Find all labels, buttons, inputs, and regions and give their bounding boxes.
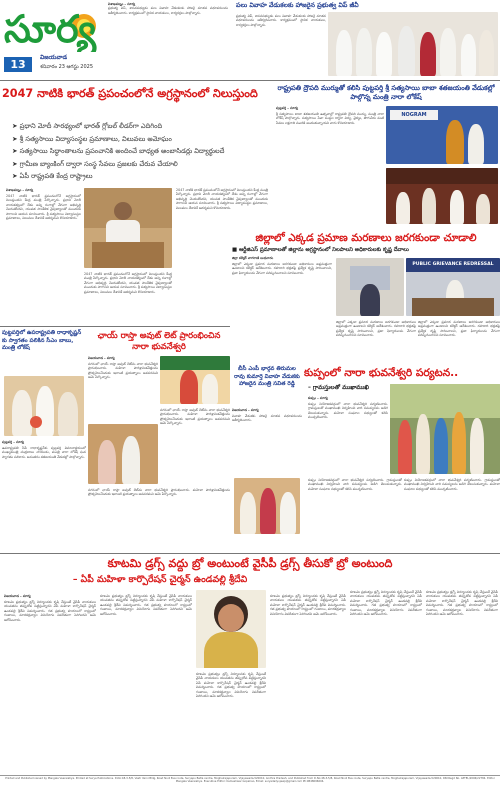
main-story-dateline: విశాఖపట్నం – సూర్య: [6, 188, 34, 192]
right-story-photo-2: [386, 168, 498, 224]
wedding-story-body: వివాహ వేడుకకు హాజరై నూతన వధూవరులను ఆశీర్వదించారు.: [232, 414, 302, 423]
masthead-article-text: [108, 2, 228, 74]
masthead-dateline: విశాఖపట్నం – సూర్య: [108, 2, 136, 6]
main-story-bullets: [12, 120, 268, 183]
top-story-photo: [328, 12, 498, 76]
main-story-headline: 2047 నాటికి భారత్ ప్రపంచంలోనే అగ్రస్థానంలో నిలుస్తుంది: [2, 87, 258, 100]
right-story-headline: రాష్ట్రపతి ద్రౌపది ముర్ముతో కలిసి పుట్టపర్తి శ్రీ సత్యసాయి బాబా శతజయంతి వేడుకల్లో పాల్గొన్న మంత్రి నారా లోకేష్: [277, 84, 495, 101]
bottom-story-headline: కూటమి డ్రగ్స్ వద్దు బ్రో అంటుంటే వైసీపీ డ్రగ్స్ తీసుకో బ్రో అంటుంది: [107, 557, 393, 570]
masthead-logo: [4, 2, 104, 52]
right-story: [272, 84, 500, 229]
main-bullet: ➤ ప్రధాని మోదీ సారథ్యంలో భారత్ గ్లోబల్ లీడర్‌గా ఎదిగింది: [12, 122, 163, 130]
bottom-story-dateline: విజయవాడ – సూర్య: [4, 594, 31, 598]
district-story-subhead: ■ ఆర్టీజిఎస్ ప్రమాణాలతో జిల్లాను అగ్రస్థానంలో నిలపాలని అధికారులకు కృష్ణ దేవాలు: [232, 247, 409, 253]
left-story-dateline: పుట్టపర్తి – సూర్య: [2, 440, 25, 444]
left-story-headline: పుట్టపర్తిలో ఉపరాష్ట్రపతి రాధాకృష్ణన్ కు స్వాగతం పలికిన సీఎం బాబు, మంత్రి లోకేష్: [2, 330, 82, 351]
wedding-story-dateline: విజయవాడ – సూర్య: [232, 408, 259, 412]
tea-story: [88, 330, 230, 550]
footer-imprint: Printed and Published owned by Mangala Veeraiahya. Printed at Surya Publications. D.No:48-3-5/8, Vastr Varni Bldg, Road No.6 Bus route, Suryapu Batla centre, Moghalrajapuram, Vijayawada-520010, Andhra Pradesh, and Published from D.No:48-3-5/8, Road No.6 Bus route, Suryapu Batla centre, Moghalrajapuram, Vijayawada-520010, RNI Regd No. APTEL/2006/22784. Editor Mangala Veeraiahya. Executive Editor: Kameshwar Gopalrao, Email: suryadailyvjawp@gmail.com Ph:9848096004.: [0, 775, 500, 785]
grievance-banner: PUBLIC GRIEVANCE REDRESSAL: [406, 258, 500, 272]
left-story-body: ఉపరాష్ట్రపతి సీపీ రాధాకృష్ణన్‌కు పుట్టపర్తి విమానాశ్రయంలో ముఖ్యమంత్రి చంద్రబాబు నాయుడు, మంత్రి నారా లోకేష్ ఘన స్వాగతం పలికారు. అనంతరం శతజయంతి వేడుకల్లో పాల్గొన్నారు.: [2, 446, 86, 459]
bottom-story-subhead: – ఏపీ మహిళా కార్పొరేషన్ చైర్మన్ ఉండవల్లి శ్రీదేవి: [72, 574, 248, 585]
district-story-headline: జిల్లాలో ఎక్కడ ప్రమాణ మరణాలు జరగకుండా చూడాలి: [255, 232, 477, 244]
kuppam-story: [304, 366, 500, 550]
svg-text:సూర్య: సూర్య: [4, 7, 96, 51]
kuppam-story-col2: కుప్పం నియోజకవర్గంలో నారా భువనేశ్వరి పర్యటించారు. గ్రామస్తులతో ముఖాముఖి నిర్వహించి వారి సమస్యలను అడిగి తెలుసుకున్నారు. మహిళా సంఘాల సభ్యులతో కలిసి ముచ్చటించారు.: [308, 478, 402, 491]
kuppam-story-subhead: – గ్రామస్తులతో ముఖాముఖి: [308, 385, 369, 391]
main-bullet: ➤ సత్యసాయి సిద్ధాంతాలను ప్రపంచానికి అందించే బాధ్యత అంబాసిడర్లు విద్యార్థులదే: [12, 147, 225, 155]
district-story-body: జిల్లాలో ఎక్కడా ప్రమాద మరణాలు జరగకుండా అధికారులు అప్రమత్తంగా ఉండాలని కలెక్టర్ ఆదేశించారు. రహదారి భద్రతపై ప్రత్యేక దృష్టి సారించాలని, ప్రజా ఫిర్యాదులను వేగంగా పరిష్కరించాలని సూచించారు.: [232, 262, 332, 275]
right-story-dateline: పుట్టపర్తి – సూర్య: [276, 106, 299, 110]
bottom-divider: [0, 553, 500, 554]
masthead: [0, 0, 230, 78]
right-story-photo-1: NOGRAM: [386, 106, 498, 164]
left-story-photo: [4, 376, 84, 436]
masthead-city: విజయవాడ: [40, 54, 68, 61]
top-divider: [0, 80, 500, 81]
tea-story-body: నగరంలో ఛాయ్ రాస్తా అవుట్ లెట్‌ను నారా భువనేశ్వరి ప్రారంభించారు. మహిళా పారిశ్రామికవేత్తలను ప్రోత్సహించేందుకు ఇలాంటి ప్రయత్నాలు అవసరమని ఆమె పేర్కొన్నారు.: [88, 362, 158, 380]
wedding-story: [232, 366, 302, 550]
wedding-story-headline: బీసీ ఎంపీ భార్గవ తిరుమల రావు కుమార్తె వివాహ వేడుకకు హాజరైన మంత్రి సవిత రెడ్డి: [234, 366, 300, 387]
district-story: [232, 232, 500, 364]
masthead-date: శనివారం 23 ఆగస్టు 2025: [40, 64, 94, 70]
kuppam-story-photo: [390, 384, 500, 474]
bottom-story-photo: [196, 590, 266, 668]
bottom-story-col1: కూటమి ప్రభుత్వం డ్రగ్స్ నిర్మూలనకు కృషి చేస్తుంటే వైసీపీ నాయకులు యువతను తప్పుదోవ పట్టిస్తున్నారని ఏపీ మహిళా కార్పొరేషన్ చైర్మన్ ఉండవల్లి శ్రీదేవి విమర్శించారు. గత ప్రభుత్వ హయాంలో రాష్ట్రంలో గంజాయి, మాదకద్రవ్యాల వినియోగం విపరీతంగా పెరిగిందని ఆమె ఆరోపించారు.: [4, 600, 96, 622]
district-story-col2: జిల్లాలో ఎక్కడా ప్రమాద మరణాలు జరగకుండా అధికారులు అప్రమత్తంగా ఉండాలని కలెక్టర్ ఆదేశించారు. రహదారి భద్రతపై ప్రత్యేక దృష్టి సారించాలని, ప్రజా ఫిర్యాదులను వేగంగా పరిష్కరించాలని సూచించారు.: [336, 320, 416, 338]
wedding-story-photo: [234, 478, 300, 534]
tea-story-photo-1: [160, 356, 230, 404]
kuppam-story-dateline: కుప్పం – సూర్య: [308, 396, 328, 400]
bottom-story-col3: కూటమి ప్రభుత్వం డ్రగ్స్ నిర్మూలనకు కృషి చేస్తుంటే వైసీపీ నాయకులు యువతను తప్పుదోవ పట్టిస్తున్నారని ఏపీ మహిళా కార్పొరేషన్ చైర్మన్ ఉండవల్లి శ్రీదేవి విమర్శించారు. గత ప్రభుత్వ హయాంలో రాష్ట్రంలో గంజాయి, మాదకద్రవ్యాల వినియోగం విపరీతంగా పెరిగిందని ఆమె ఆరోపించారు.: [196, 672, 266, 699]
bottom-story-col4: కూటమి ప్రభుత్వం డ్రగ్స్ నిర్మూలనకు కృషి చేస్తుంటే వైసీపీ నాయకులు యువతను తప్పుదోవ పట్టిస్తున్నారని ఏపీ మహిళా కార్పొరేషన్ చైర్మన్ ఉండవల్లి శ్రీదేవి విమర్శించారు. గత ప్రభుత్వ హయాంలో రాష్ట్రంలో గంజాయి, మాదకద్రవ్యాల వినియోగం విపరీతంగా పెరిగిందని ఆమె ఆరోపించారు.: [270, 594, 346, 616]
top-story-headline: పలు వివాహ వేడుకలకు హాజరైన ప్రభుత్వ విప్ జీవీ: [236, 2, 359, 9]
tea-story-col2: నగరంలో ఛాయ్ రాస్తా అవుట్ లెట్‌ను నారా భువనేశ్వరి ప్రారంభించారు. మహిళా పారిశ్రామికవేత్తలను ప్రోత్సహించేందుకు ఇలాంటి ప్రయత్నాలు అవసరమని ఆమె పేర్కొన్నారు.: [160, 408, 230, 426]
left-story: [2, 330, 86, 550]
tea-story-headline: ఛాయ్ రాస్తా అవుట్ లెట్ ప్రారంభించిన నారా భువనేశ్వరి: [97, 330, 221, 351]
kuppam-story-body: కుప్పం నియోజకవర్గంలో నారా భువనేశ్వరి పర్యటించారు. గ్రామస్తులతో ముఖాముఖి నిర్వహించి వారి సమస్యలను అడిగి తెలుసుకున్నారు. మహిళా సంఘాల సభ్యులతో కలిసి ముచ్చటించారు.: [308, 402, 388, 420]
tea-story-photo-2: [88, 424, 158, 484]
mid-divider-left: [0, 326, 230, 327]
district-story-photo-2: [406, 258, 500, 316]
tea-story-dateline: విజయవాడ – సూర్య: [88, 356, 115, 360]
bottom-story-col2: కూటమి ప్రభుత్వం డ్రగ్స్ నిర్మూలనకు కృషి చేస్తుంటే వైసీపీ నాయకులు యువతను తప్పుదోవ పట్టిస్తున్నారని ఏపీ మహిళా కార్పొరేషన్ చైర్మన్ ఉండవల్లి శ్రీదేవి విమర్శించారు. గత ప్రభుత్వ హయాంలో రాష్ట్రంలో గంజాయి, మాదకద్రవ్యాల వినియోగం విపరీతంగా పెరిగిందని ఆమె ఆరోపించారు.: [100, 594, 192, 616]
masthead-body: ప్రభుత్వ విప్, శాసనసభ్యుడు పలు వివాహ వేడుకలకు హాజరై నూతన వధూవరులను ఆశీర్వదించారు. కార్యక్రమంలో స్థానిక నాయకులు, కార్యకర్తలు పాల్గొన్నారు.: [108, 6, 228, 15]
main-story-col2: 2047 నాటికి భారత్ ప్రపంచంలోనే అగ్రస్థానంలో నిలుస్తుందని కేంద్ర మంత్రి పేర్కొన్నారు. ప్రధాని మోదీ నాయకత్వంలో దేశం అన్ని రంగాల్లో వేగంగా అభివృద్ధి చెందుతోందని, యువత సాంకేతిక నైపుణ్యాలతో ముందుకు సాగాలని ఆయన సూచించారు. శ్రీ సత్యసాయి విద్యాసంస్థల ప్రమాణాలు, విలువలు దేశానికే ఆదర్శమని కొనియాడారు.: [84, 272, 172, 294]
bottom-story-col5: కూటమి ప్రభుత్వం డ్రగ్స్ నిర్మూలనకు కృషి చేస్తుంటే వైసీపీ నాయకులు యువతను తప్పుదోవ పట్టిస్తున్నారని ఏపీ మహిళా కార్పొరేషన్ చైర్మన్ ఉండవల్లి శ్రీదేవి విమర్శించారు. గత ప్రభుత్వ హయాంలో రాష్ట్రంలో గంజాయి, మాదకద్రవ్యాల వినియోగం విపరీతంగా పెరిగిందని ఆమె ఆరోపించారు.: [350, 590, 422, 617]
bottom-story: [0, 556, 500, 774]
page-number-box: 13: [4, 57, 32, 72]
surya-logo-icon: [4, 2, 104, 52]
main-bullet: ➤ ఏపీ రాష్ట్రపతి కేంద్ర రాష్ట్రాలు: [12, 172, 93, 180]
bottom-story-col6: కూటమి ప్రభుత్వం డ్రగ్స్ నిర్మూలనకు కృషి చేస్తుంటే వైసీపీ నాయకులు యువతను తప్పుదోవ పట్టిస్తున్నారని ఏపీ మహిళా కార్పొరేషన్ చైర్మన్ ఉండవల్లి శ్రీదేవి విమర్శించారు. గత ప్రభుత్వ హయాంలో రాష్ట్రంలో గంజాయి, మాదకద్రవ్యాల వినియోగం విపరీతంగా పెరిగిందని ఆమె ఆరోపించారు.: [426, 590, 498, 617]
kuppam-story-col3: కుప్పం నియోజకవర్గంలో నారా భువనేశ్వరి పర్యటించారు. గ్రామస్తులతో ముఖాముఖి నిర్వహించి వారి సమస్యలను అడిగి తెలుసుకున్నారు. మహిళా సంఘాల సభ్యులతో కలిసి ముచ్చటించారు.: [404, 478, 500, 491]
main-bullet: ➤ గ్రామీణ బ్యాంకింగ్ ద్వారా సంస్థ సేవలు ప్రజలకు చేరువ చేయాలి: [12, 159, 178, 168]
top-story-body: ప్రభుత్వ విప్, శాసనసభ్యుడు పలు వివాహ వేడుకలకు హాజరై నూతన వధూవరులను ఆశీర్వదించారు. కార్యక్రమంలో స్థానిక నాయకులు, కార్యకర్తలు పాల్గొన్నారు.: [236, 14, 326, 27]
top-story: [232, 0, 500, 80]
tea-story-col3: నగరంలో ఛాయ్ రాస్తా అవుట్ లెట్‌ను నారా భువనేశ్వరి ప్రారంభించారు. మహిళా పారిశ్రామికవేత్తలను ప్రోత్సహించేందుకు ఇలాంటి ప్రయత్నాలు అవసరమని ఆమె పేర్కొన్నారు.: [88, 488, 230, 497]
main-story-photo: [84, 188, 172, 268]
district-story-col3: జిల్లాలో ఎక్కడా ప్రమాద మరణాలు జరగకుండా అధికారులు అప్రమత్తంగా ఉండాలని కలెక్టర్ ఆదేశించారు. రహదారి భద్రతపై ప్రత్యేక దృష్టి సారించాలని, ప్రజా ఫిర్యాదులను వేగంగా పరిష్కరించాలని సూచించారు.: [418, 320, 500, 338]
district-story-reporter: జిల్లా కలెక్టర్ నాగరాణి బుధవారం: [232, 256, 274, 260]
main-story-col1: 2047 నాటికి భారత్ ప్రపంచంలోనే అగ్రస్థానంలో నిలుస్తుందని కేంద్ర మంత్రి పేర్కొన్నారు. ప్రధాని మోదీ నాయకత్వంలో దేశం అన్ని రంగాల్లో వేగంగా అభివృద్ధి చెందుతోందని, యువత సాంకేతిక నైపుణ్యాలతో ముందుకు సాగాలని ఆయన సూచించారు. శ్రీ సత్యసాయి విద్యాసంస్థల ప్రమాణాలు, విలువలు దేశానికే ఆదర్శమని కొనియాడారు.: [6, 194, 81, 221]
district-story-photo-1: [336, 258, 404, 316]
main-bullet: ➤ శ్రీ సత్యసాయి విద్యాసంస్థల ప్రమాణాలు, విలువలు అమోఘం: [12, 134, 172, 143]
main-story-col3: 2047 నాటికి భారత్ ప్రపంచంలోనే అగ్రస్థానంలో నిలుస్తుందని కేంద్ర మంత్రి పేర్కొన్నారు. ప్రధాని మోదీ నాయకత్వంలో దేశం అన్ని రంగాల్లో వేగంగా అభివృద్ధి చెందుతోందని, యువత సాంకేతిక నైపుణ్యాలతో ముందుకు సాగాలని ఆయన సూచించారు. శ్రీ సత్యసాయి విద్యాసంస్థల ప్రమాణాలు, విలువలు దేశానికే ఆదర్శమని కొనియాడారు.: [176, 188, 268, 210]
right-story-body: శ్రీ సత్యసాయి బాబా శతజయంతి ఉత్సవాల్లో రాష్ట్రపతి ద్రౌపది ముర్ము, మంత్రి నారా లోకేష్ పాల్గొన్నారు. సత్యసాయి సేవా సంస్థల ద్వారా విద్య, వైద్యం, తాగునీరు వంటి సేవలు లక్షలాది మందికి అందుతున్నాయని వారు కొనియాడారు.: [276, 112, 384, 125]
kuppam-story-headline: కుప్పంలో నారా భువనేశ్వరి పర్యటన..: [304, 367, 459, 379]
